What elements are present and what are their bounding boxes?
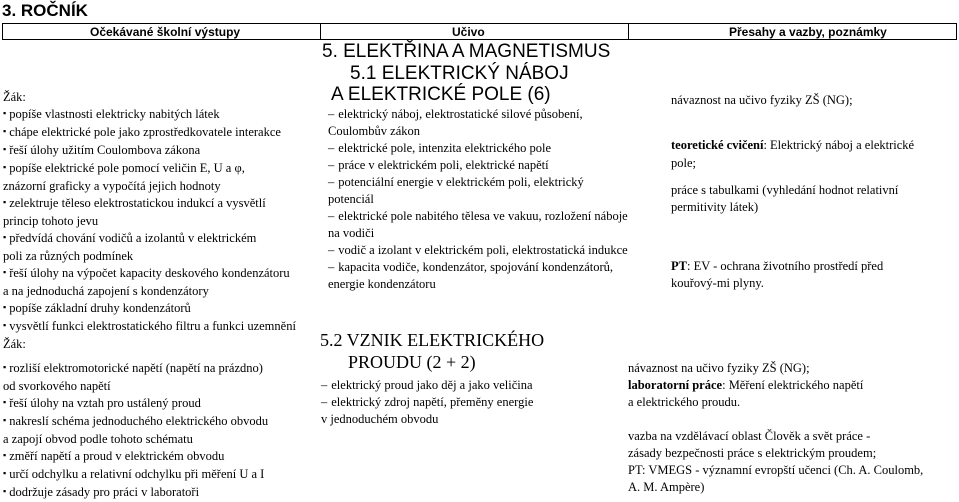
section2-spacer (628, 411, 923, 428)
section1-link-2 (671, 137, 914, 154)
outcome-item: ▪ nakreslí schéma jednoduchého elektrického obvodu (3, 413, 268, 431)
header-links: Přesahy a vazby, poznámky (729, 25, 887, 39)
section1-outcomes-list (3, 106, 296, 336)
content-item-continuation: potenciál (328, 192, 374, 206)
outcome-item: ▪ řeší úlohy na výpočet kapacity deskového kondenzátoru (3, 265, 296, 283)
header-outcomes: Očekávané školní výstupy (90, 25, 241, 39)
content-item: – potenciální energie v elektrickém poli, elektrický (328, 174, 628, 191)
section1-subtopic-line2: A ELEKTRICKÉ POLE (6) (331, 84, 551, 105)
lab-work-text: : Měření elektrického napětí (722, 378, 864, 392)
outcome-item: ▪ řeší úlohy na vztah pro ustálený proud (3, 395, 268, 413)
outcome-item-continuation: princip tohoto jevu (3, 214, 99, 228)
section2-subtopic-line1: 5.2 VZNIK ELEKTRICKÉHO (320, 330, 545, 350)
outcome-item-continuation: znázorní graficky a vypočítá jejich hodnoty (3, 179, 221, 193)
section1-pupil-label: Žák: (3, 90, 26, 104)
header-content: Učivo (452, 25, 485, 39)
section1-link-4: práce s tabulkami (vyhledání hodnot relativní (671, 183, 899, 197)
section2-link-4: vazba na vzdělávací oblast Člověk a svět práce - (628, 429, 871, 443)
outcome-item: ▪ rozliší elektromotorické napětí (napětí na prázdno) (3, 360, 268, 378)
content-item: – vodič a izolant v elektrickém poli, elektrostatická indukce (328, 242, 628, 259)
outcome-item: ▪ chápe elektrické pole jako zprostředkovatele interakce (3, 124, 296, 142)
outcome-item-continuation: poli za různých podmínek (3, 249, 134, 263)
header-border-left (2, 23, 3, 40)
section1-link-5: permitivity látek) (671, 200, 759, 214)
section2-link-6: PT: VMEGS - významní evropští učenci (Ch. A. Coulomb, (628, 463, 924, 477)
outcome-item: ▪ řeší úlohy užitím Coulombova zákona (3, 142, 296, 160)
content-item: – elektrické pole nabitého tělesa ve vakuu, rozložení náboje (328, 208, 628, 225)
header-divider-1 (320, 23, 321, 40)
content-item: – elektrický náboj, elektrostatické silové působení, (328, 106, 628, 123)
section2-content-list (321, 377, 533, 428)
section2-subtopic-line2: PROUDU (2 + 2) (348, 352, 476, 372)
section1-topic: 5. ELEKTŘINA A MAGNETISMUS (322, 41, 611, 62)
header-border-bottom (2, 39, 957, 40)
lab-practice-text: : Elektrický náboj a elektrické (763, 138, 915, 152)
content-item: – elektrický proud jako děj a jako veličina (321, 377, 533, 394)
section2-pupil-label: Žák: (3, 337, 26, 351)
outcome-item-continuation: a na jednoduchá zapojení s kondenzátory (3, 284, 209, 298)
content-item-continuation: energie kondenzátoru (328, 277, 436, 291)
section1-link-3: pole; (671, 156, 696, 170)
outcome-item: ▪ určí odchylku a relativní odchylku při měření U a I (3, 466, 268, 484)
outcome-item-continuation: a zapojí obvod podle tohoto schématu (3, 432, 193, 446)
section1-link-6 (671, 258, 883, 275)
content-item-continuation: Coulombův zákon (328, 124, 421, 138)
lab-practice-label: teoretické cvičení (671, 138, 764, 152)
section1-content-list (328, 106, 628, 293)
outcome-item: ▪ dodržuje zásady pro práci v laboratoři (3, 484, 268, 502)
lab-work-label: laboratorní práce (628, 378, 723, 392)
content-item: – kapacita vodiče, kondenzátor, spojování kondenzátorů, (328, 259, 628, 276)
section1-subtopic-line1: 5.1 ELEKTRICKÝ NÁBOJ (350, 63, 569, 84)
pt-text: : EV - ochrana životního prostředí před (686, 259, 884, 273)
outcome-item: ▪ popíše elektrické pole pomocí veličin E, U a φ, (3, 160, 296, 178)
section2-link-3: a elektrického proudu. (628, 395, 741, 409)
page-title: 3. ROČNÍK (2, 1, 88, 20)
section1-link-7: kouřový-mi plyny. (671, 276, 764, 290)
outcome-item: ▪ změří napětí a proud v elektrickém obvodu (3, 448, 268, 466)
outcome-item: ▪ zelektruje těleso elektrostatickou indukcí a vysvětlí (3, 195, 296, 213)
section2-link-1: návaznost na učivo fyziky ZŠ (NG); (628, 361, 810, 375)
outcome-item: ▪ popíše základní druhy kondenzátorů (3, 300, 296, 318)
pt-label: PT (671, 259, 687, 273)
outcome-item: ▪ předvídá chování vodičů a izolantů v elektrickém (3, 230, 296, 248)
section2-links (628, 360, 923, 496)
header-divider-2 (628, 23, 629, 40)
section2-link-5: zásady bezpečnosti práce s elektrickým proudem; (628, 446, 877, 460)
outcome-item: ▪ vysvětlí funkci elektrostatického filtru a funkci uzemnění (3, 318, 296, 336)
header-border-top (2, 23, 957, 24)
header-border-right (956, 23, 957, 40)
content-item: – elektrický zdroj napětí, přeměny energie (321, 394, 533, 411)
section2-link-2 (628, 377, 923, 394)
outcome-item: ▪ popíše vlastnosti elektricky nabitých látek (3, 106, 296, 124)
section2-link-7: A. M. Ampère) (628, 480, 705, 494)
outcome-item-continuation: od svorkového napětí (3, 379, 111, 393)
content-item-continuation: v jednoduchém obvodu (321, 412, 439, 426)
content-item: – elektrické pole, intenzita elektrického pole (328, 140, 628, 157)
content-item: – práce v elektrickém poli, elektrické napětí (328, 157, 628, 174)
section1-link-1: návaznost na učivo fyziky ZŠ (NG); (671, 93, 853, 107)
content-item-continuation: na vodiči (328, 226, 375, 240)
